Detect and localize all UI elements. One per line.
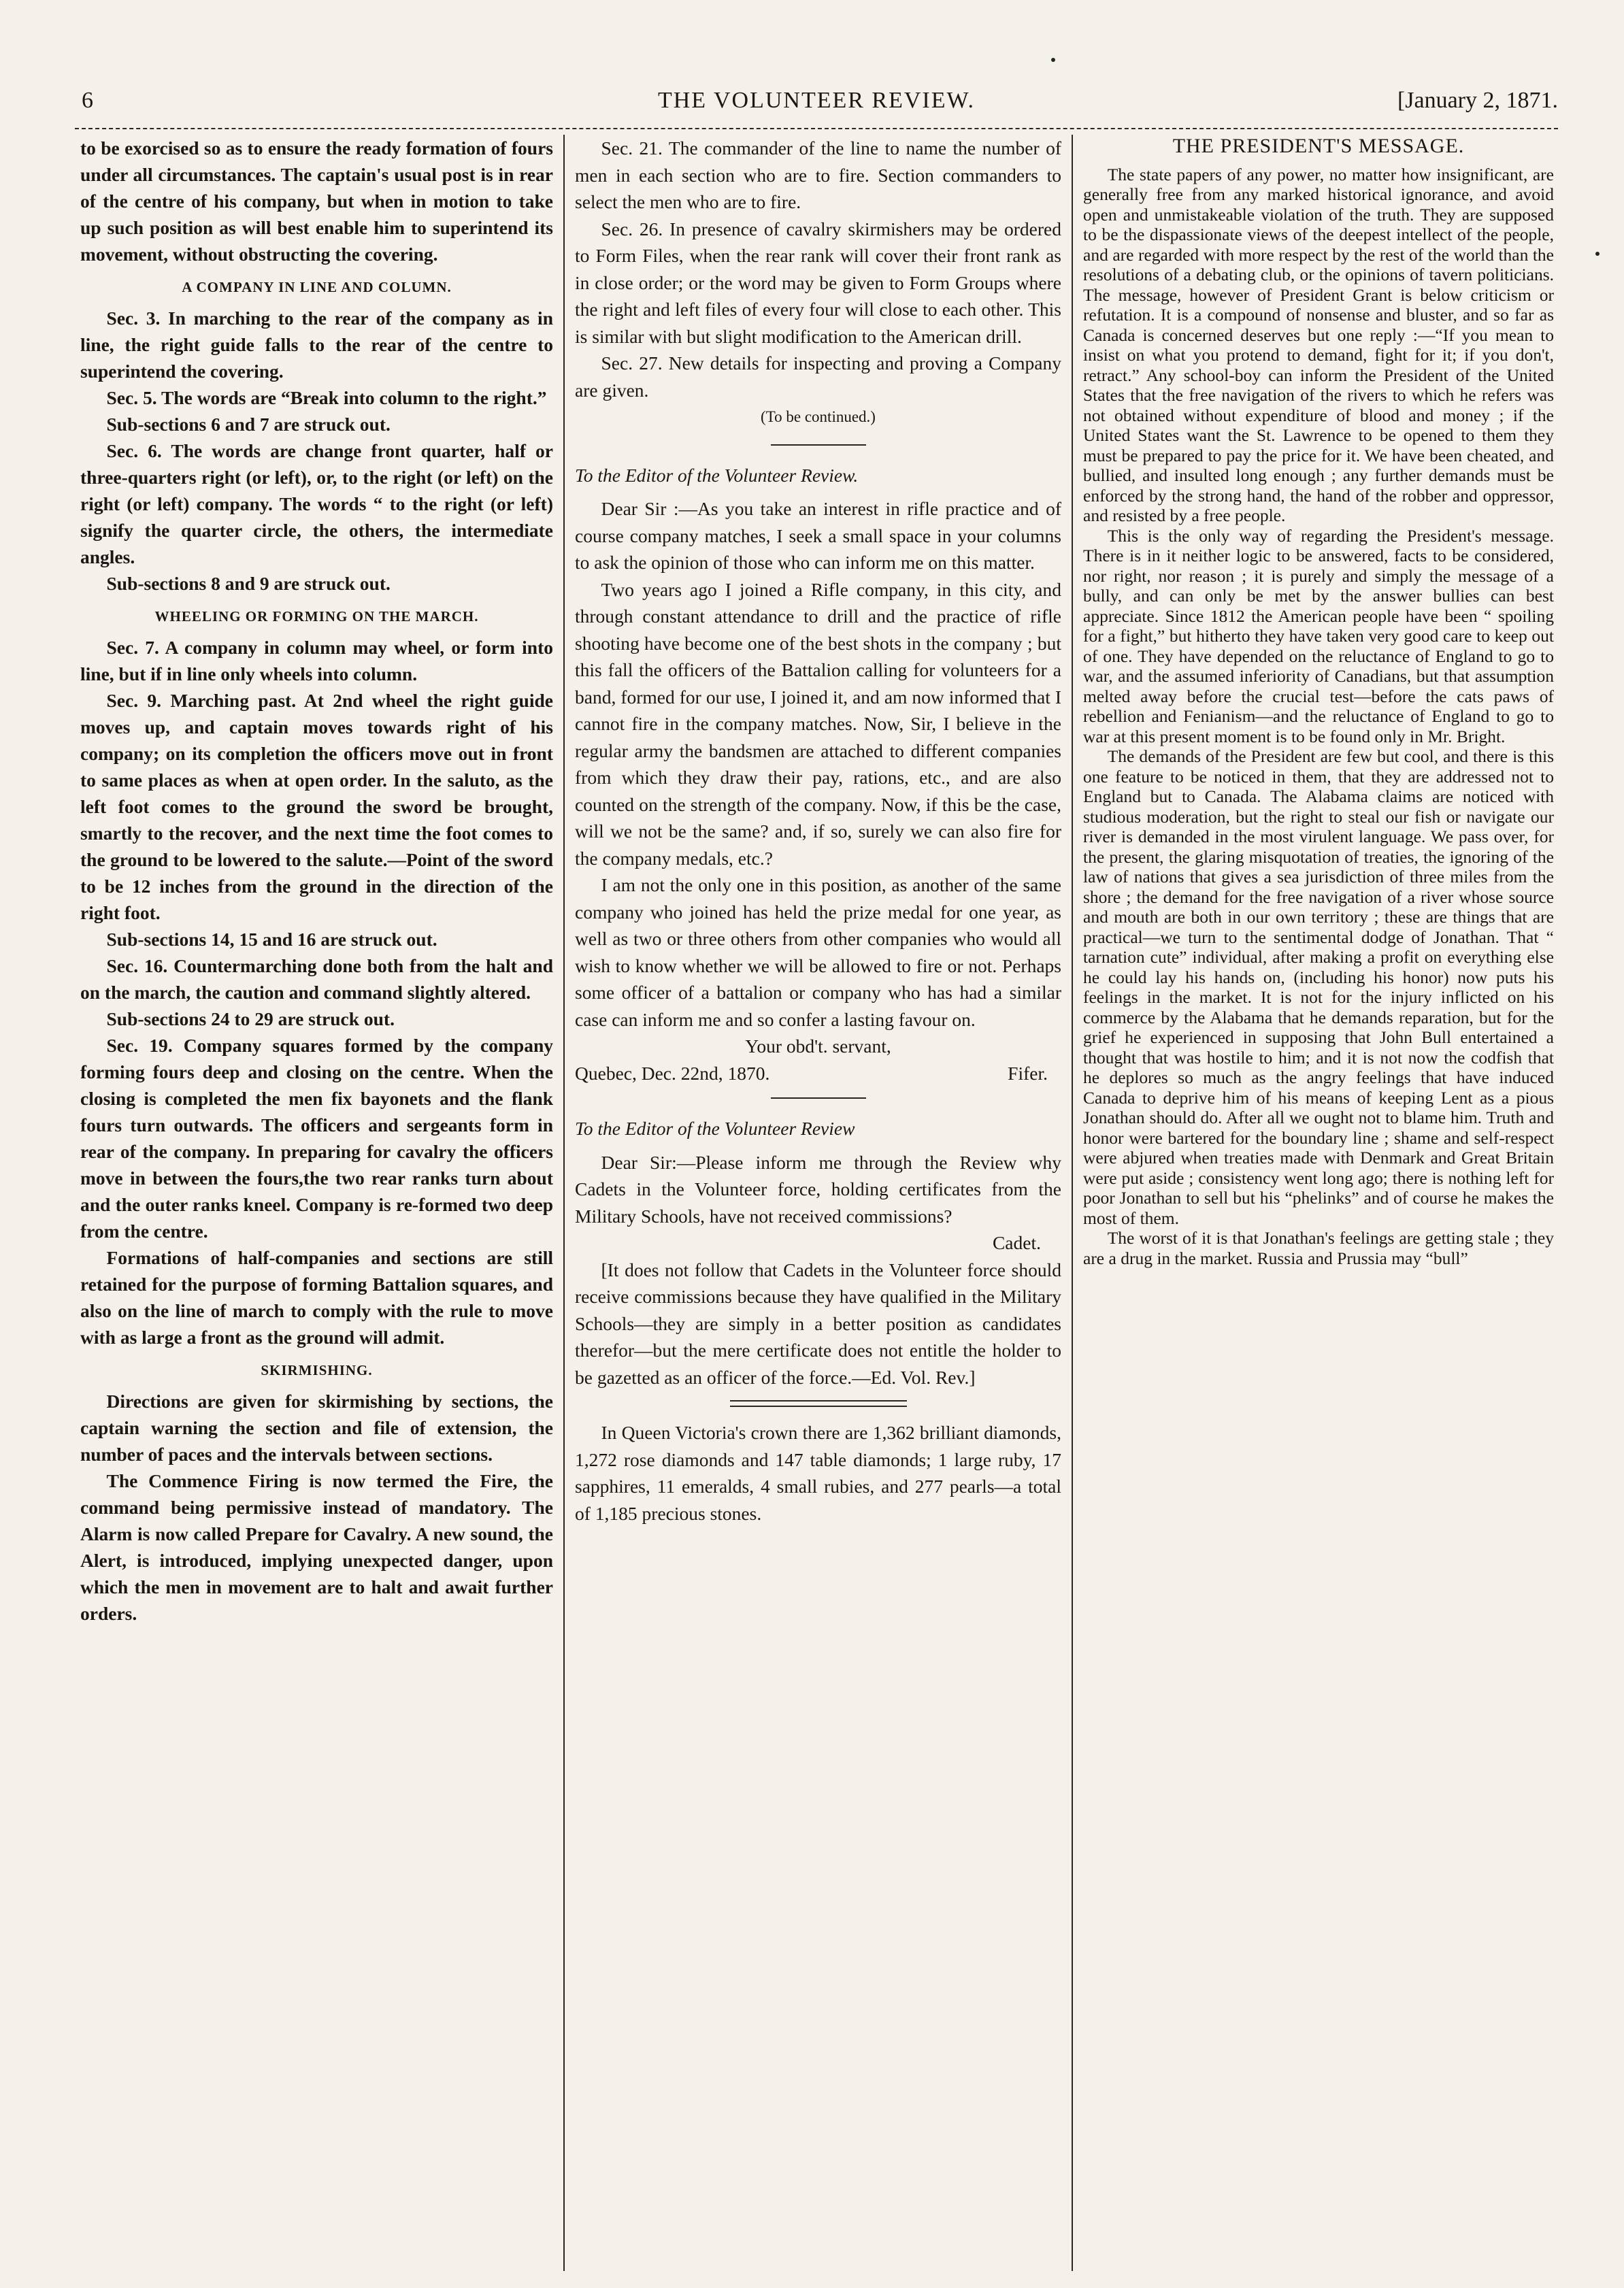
- issue-date: [January 2, 1871.: [1397, 88, 1558, 113]
- ink-speck: [1051, 58, 1055, 62]
- continuation-note: (To be continued.): [761, 408, 876, 425]
- separator-rule: [771, 444, 866, 446]
- paragraph: Sec. 3. In marching to the rear of the company as in line, the right guide falls to the rear of the centre to superintend the covering.: [80, 308, 553, 382]
- paragraph: Dear Sir :—As you take an interest in rifle practice and of course company matches, I seek a small space in your columns to ask the opinion of those who can inform me on this matter.: [575, 498, 1061, 573]
- paragraph: This is the only way of regarding the President's message. There is in it neither logic to be answered, facts to be considered, nor right, nor reason ; it is purely and simply the message of a bully, and can only be met by the answer bullies can best appreciate. Since 1812 the American people have been “ spoiling for a fight,” but hitherto they have taken very good care to keep out of one. They have depended on the reluctance of England to go to war, and the assumed inferiority of Canadians, but that assumption melted away before the crucial test—before the cats paws of rebellion and Fenianism—and the reluctance of England to go to war at this present moment is to be found only in Mr. Bright.: [1083, 525, 1554, 746]
- paragraph: Sub-sections 8 and 9 are struck out.: [106, 573, 391, 594]
- paragraph: Sec. 21. The commander of the line to name the number of men in each section who are to fire. Section commanders to select the men who are to fire.: [575, 137, 1061, 212]
- column-editorial: [1083, 135, 1554, 2271]
- letter-signature: Fifer.: [1008, 1062, 1048, 1084]
- paragraph: The worst of it is that Jonathan's feelings are getting stale ; they are a drug in the market. Russia and Prussia may “bull”: [1083, 1228, 1554, 1268]
- paragraph: I am not the only one in this position, as another of the same company who joined has held the prize medal for one year, as well as two or three others from other companies who would all wish to know whether we will be allowed to fire or not. Perhaps some officer of a battalion or company who has had a similar case can inform me and so confer a lasting favour on.: [575, 874, 1061, 1030]
- paragraph: Sec. 19. Company squares formed by the company forming fours deep and closing on the centre. When the closing is completed the men fix bayonets and the flank fours turn outwards. The officers and sergeants form in rear of the company. In preparing for cavalry the officers move in between the fours,the two rear ranks turn about and the outer ranks kneel. Company is re-formed two deep from the centre.: [80, 1035, 553, 1242]
- paragraph: Sub-sections 6 and 7 are struck out.: [106, 414, 391, 435]
- paragraph: Sec. 27. New details for inspecting and proving a Company are given.: [575, 352, 1061, 401]
- letter-heading: To the Editor of the Volunteer Review.: [575, 464, 859, 486]
- letter-signature-row: [575, 1060, 1061, 1087]
- paragraph: Sec. 9. Marching past. At 2nd wheel the right guide moves up, and captain moves towards right of his company; on its completion the officers move out in front to same places as when at open order. In the saluto, as the left foot comes to the ground the sword be brought, smartly to the recover, and the next time the foot comes to the ground to be lowered to the salute.—Point of the sword to be 12 inches from the ground in the direction of the right foot.: [80, 690, 553, 923]
- column-drill-regulations: [80, 135, 553, 2271]
- column-letters: [575, 135, 1061, 2271]
- paragraph: The state papers of any power, no matter how insignificant, are generally free from any marked historical ignorance, and avoid open and unmistakeable violation of the truth. They are supposed to be the dispassionate views of the deepest intellect of the people, and are regarded with more respect by the rest of the world than the resolutions of a debating club, or the opinions of tavern politicians. The message, however of President Grant is below criticism or refutation. It is a compound of nonsense and bluster, and so far as Canada is concerned deserves but one reply :—“If you mean to insist on what you protend to demand, fight for it; if you don't, retract.” Any school-boy can inform the President of the United States that the free navigation of the rivers to which he refers was not obtained without expenditure of blood and money ; if the United States want the St. Lawrence to be opened to them they must be prepared to pay the price for it. We have been cheated, and bullied, and insulted long enough ; any further demands must be enforced by the strong hand, the hand of the robber and oppressor, and resisted by a free people.: [1083, 164, 1554, 525]
- paragraph: Sec. 5. The words are “Break into column to the right.”: [106, 387, 547, 408]
- letter-heading: To the Editor of the Volunteer Review: [575, 1118, 855, 1139]
- page-number: 6: [82, 88, 93, 113]
- paragraph: Two years ago I joined a Rifle company, in this city, and through constant attendance to drill and the practice of rifle shooting have become one of the best shots in the company ; but this fall the officers of the Battalion calling for volunteers for a band, formed for our use, I joined it, and am now informed that I cannot fire in the company matches. Now, Sir, I believe in the regular army the bandsmen are attached to different companies from which they draw their pay, rations, etc., and are also counted on the strength of the company. Now, if this be the case, will we not be the same? and, if so, surely we can also fire for the company medals, etc.?: [575, 578, 1061, 869]
- paragraph: Sub-sections 24 to 29 are struck out.: [106, 1008, 395, 1029]
- paragraph: Sec. 26. In presence of cavalry skirmishers may be ordered to Form Files, when the rear rank will cover their front rank as in close order; or the word may be given to Form Groups where the right and left files of every four will close to each other. This is similar with but slight modification to the American drill.: [575, 218, 1061, 347]
- ink-speck: [1595, 252, 1600, 256]
- paragraph: The Commence Firing is now termed the Fire, the command being permissive instead of mandatory. The Alarm is now called Prepare for Cavalry. A new sound, the Alert, is introduced, implying unexpected danger, upon which the men in movement are to halt and await further orders.: [80, 1470, 553, 1624]
- separator-rule: [730, 1400, 907, 1407]
- paragraph: Dear Sir:—Please inform me through the Review why Cadets in the Volunteer force, holding certificates from the Military Schools, have not received commissions?: [575, 1151, 1061, 1227]
- paragraph: The demands of the President are few but cool, and there is this one feature to be noticed in them, that they are addressed not to England but to Canada. The Alabama claims are noticed with studious moderation, but the right to steal our fish or navigate our river is demanded in the most virulent language. We pass over, for the present, the glaring misquotation of treaties, the ignoring of the law of nations that gives a sea jurisdiction of three miles from the shore ; the demand for the free navigation of a river whose source and mouth are both in our own territory ; these are things that are practical—we turn to the sentimental dodge of Jonathan. That “ tarnation cute” individual, after making a profit on everything else he could lay his hands on, (including his honor) now puts his feelings in the market. It is not for the injury inflicted on his commerce by the Alabama that he demands reparation, but for the grief he experienced in supposing that John Bull entertained a thought that was hostile to him; and it is not now the codfish that he deplores so much as the angry feelings that have induced Canada to deprive him of his means of keeping Lent as a pious Jonathan should do. After all we ought not to blame him. Truth and honor were bartered for the boundary line ; shame and self-respect were abjured when treaties made with Denmark and Great Britain were put aside ; consistency went long ago; there is nothing left for poor Jonathan to sell but his “phelinks” and of course he makes the most of them.: [1083, 746, 1554, 1228]
- letter-closing: Your obd't. servant,: [745, 1035, 891, 1057]
- paragraph: Sec. 7. A company in column may wheel, or form into line, but if in line only wheels into column.: [80, 637, 553, 684]
- paragraph: Formations of half-companies and sections are still retained for the purpose of forming Battalion squares, and also on the line of march to comply with the rule to move with as large a front as the ground will admit.: [80, 1247, 553, 1348]
- column-divider: [1072, 135, 1073, 2271]
- paragraph: to be exorcised so as to ensure the ready formation of fours under all circumstances. The captain's usual post is in rear of the centre of his company, but when in motion to take up such position as will best enable him to superintend its movement, without obstructing the covering.: [80, 137, 553, 265]
- section-heading: A COMPANY IN LINE AND COLUMN.: [182, 279, 452, 295]
- article-title: THE PRESIDENT'S MESSAGE.: [1172, 135, 1465, 157]
- letter-signature: Cadet.: [992, 1232, 1041, 1253]
- letter-place-date: Quebec, Dec. 22nd, 1870.: [575, 1062, 770, 1084]
- separator-rule: [771, 1097, 866, 1099]
- paragraph: Sec. 6. The words are change front quarter, half or three-quarters right (or left), or, to the right (or left) on the right (or left) company. The words “ to the right (or left) signify the quarter circle, the others, the intermediate angles.: [80, 440, 553, 567]
- paragraph: In Queen Victoria's crown there are 1,362 brilliant diamonds, 1,272 rose diamonds and 147 table diamonds; 1 large ruby, 17 sapphires, 11 emeralds, 4 small rubies, and 277 pearls—a total of 1,185 precious stones.: [575, 1422, 1061, 1524]
- paragraph: Sub-sections 14, 15 and 16 are struck out.: [106, 929, 437, 950]
- editor-note: [It does not follow that Cadets in the Volunteer force should receive commissions because they have qualified in the Military Schools—they are simply in a better position as candidates therefor—but the mere certificate does not entitle the holder to be gazetted as an officer of the force.—Ed. Vol. Rev.]: [575, 1259, 1061, 1388]
- paragraph: Sec. 16. Countermarching done both from the halt and on the march, the caution and command slightly altered.: [80, 955, 553, 1003]
- section-heading: SKIRMISHING.: [261, 1362, 373, 1378]
- masthead-rule: [75, 128, 1558, 129]
- newspaper-title: THE VOLUNTEER REVIEW.: [657, 88, 975, 113]
- column-divider: [563, 135, 565, 2271]
- paragraph: Directions are given for skirmishing by sections, the captain warning the section and file of extension, the number of paces and the intervals between sections.: [80, 1391, 553, 1465]
- masthead: [75, 80, 1558, 121]
- section-heading: WHEELING OR FORMING ON THE MARCH.: [154, 608, 479, 625]
